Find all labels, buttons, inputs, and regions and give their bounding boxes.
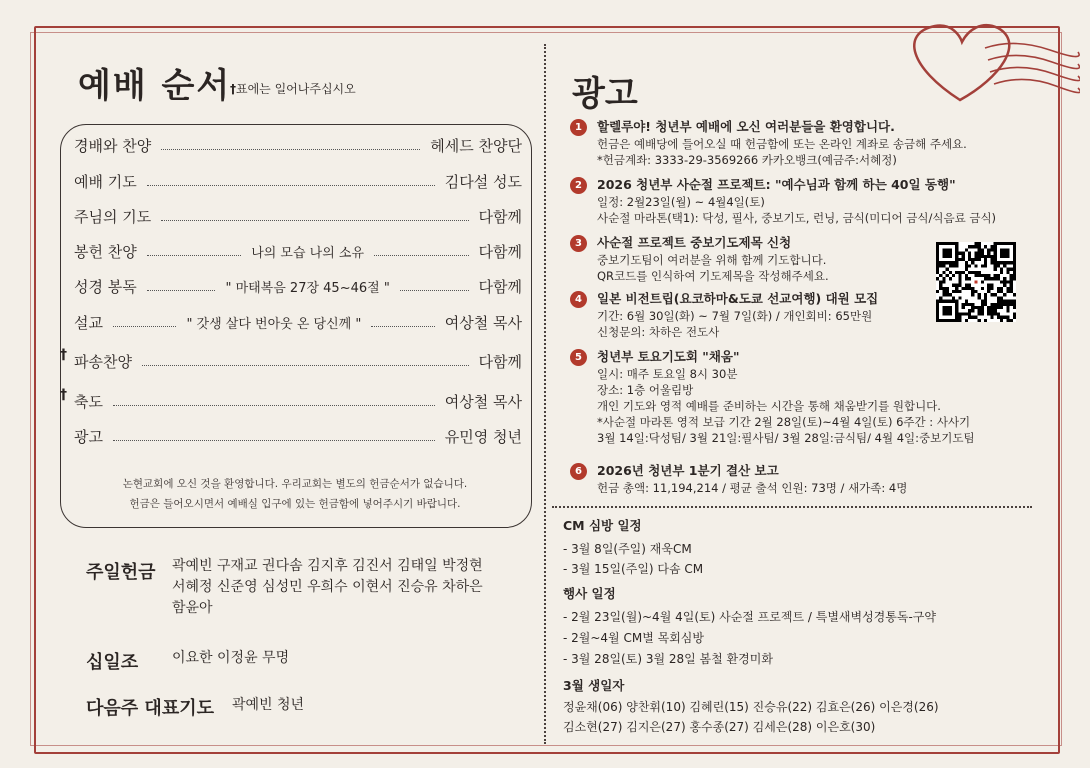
order-label: 경배와 찬양 bbox=[74, 136, 152, 155]
order-label: 축도 bbox=[74, 392, 103, 411]
announcement-item bbox=[570, 462, 1010, 496]
order-detail: 나의 모습 나의 소유 bbox=[251, 245, 365, 261]
order-leader: 여상철 목사 bbox=[444, 392, 522, 411]
number-badge: 5 bbox=[570, 349, 587, 366]
order-detail: " 마태복음 27장 45~46절 " bbox=[225, 280, 390, 296]
event-item: - 2월~4월 CM별 목회심방 bbox=[563, 631, 704, 645]
event-item: - 2월 23일(월)~4월 4일(토) 사순절 프로젝트 / 특별새벽성경통독-구약 bbox=[563, 610, 936, 624]
offering-label: 주일헌금 bbox=[86, 562, 156, 583]
next-prayer-label: 다음주 대표기도 bbox=[86, 698, 214, 719]
leader-dots bbox=[113, 440, 435, 441]
announcement-line: QR코드를 인식하여 기도제목을 작성해주세요. bbox=[597, 269, 829, 283]
qr-code-icon bbox=[936, 242, 1016, 322]
cm-visit-item: - 3월 8일(주일) 재욱CM bbox=[563, 542, 692, 556]
number-badge: 3 bbox=[570, 235, 587, 252]
announcement-line: 3월 14일:닥성팀/ 3월 21일:필사팀/ 3월 28일:금식팀/ 4월 4일:중보기도팀 bbox=[597, 431, 975, 445]
announcement-title: 할렐루야! 청년부 예배에 오신 여러분들을 환영합니다. bbox=[597, 119, 895, 134]
stand-note: †표에는 일어나주십시오 bbox=[230, 82, 356, 96]
announcement-line: 헌금은 예배당에 들어오실 때 헌금함에 또는 온라인 계좌로 송금해 주세요. bbox=[597, 137, 967, 151]
order-row bbox=[74, 424, 522, 448]
qr-code[interactable] bbox=[936, 242, 1016, 322]
worship-order-title: 예배 순서 bbox=[78, 66, 232, 106]
order-row bbox=[74, 274, 522, 298]
announcement-item bbox=[570, 348, 1010, 446]
order-label: 봉헌 찬양 bbox=[74, 242, 137, 261]
birthdays-line: 정윤채(06) 양찬휘(10) 김혜린(15) 진승유(22) 김효은(26) 이은경(26) bbox=[563, 700, 939, 714]
leader-dots bbox=[147, 290, 216, 291]
announcement-line: 일정: 2월23일(월) ~ 4월4일(토) bbox=[597, 195, 765, 209]
order-leader: 다함께 bbox=[478, 352, 522, 371]
leader-dots bbox=[400, 290, 469, 291]
leader-dots bbox=[142, 365, 469, 366]
column-divider bbox=[544, 44, 546, 744]
announcement-title: 일본 비전트립(요코하마&도쿄 선교여행) 대원 모집 bbox=[597, 291, 879, 306]
announcement-title: 2026년 청년부 1분기 결산 보고 bbox=[597, 463, 779, 478]
order-row bbox=[74, 204, 522, 228]
cm-visit-title: CM 심방 일정 bbox=[563, 518, 642, 533]
order-leader: 다함께 bbox=[478, 277, 523, 296]
cm-visit-item: - 3월 15일(주일) 다솜 CM bbox=[563, 562, 704, 576]
events-title: 행사 일정 bbox=[563, 586, 616, 601]
cross-icon: † bbox=[60, 387, 67, 403]
order-label: 광고 bbox=[74, 427, 103, 446]
announcement-title: 사순절 프로젝트 중보기도제목 신청 bbox=[597, 235, 792, 250]
announcement-line: *헌금계좌: 3333-29-3569266 카카오뱅크(예금주:서혜정) bbox=[597, 153, 897, 167]
number-badge: 4 bbox=[570, 291, 587, 308]
leader-dots bbox=[147, 255, 241, 256]
order-label: 예배 기도 bbox=[74, 172, 137, 191]
offering-note: 헌금은 들어오시면서 예배실 입구에 있는 헌금함에 넣어주시기 바랍니다. bbox=[129, 498, 461, 510]
cross-icon: † bbox=[230, 82, 236, 96]
number-badge: 6 bbox=[570, 463, 587, 480]
announcement-title: 청년부 토요기도회 "채움" bbox=[597, 349, 740, 364]
offering-names: 곽예빈 구재교 권다솜 김지후 김진서 김태일 박정현 서혜정 신준영 심성민 우희수 이현서 진승유 차하은 함윤아 bbox=[172, 558, 483, 616]
leader-dots bbox=[374, 255, 468, 256]
order-label: 성경 봉독 bbox=[74, 277, 137, 296]
welcome-note: 논현교회에 오신 것을 환영합니다. 우리교회는 별도의 헌금순서가 없습니다. bbox=[122, 478, 468, 490]
announcement-line: 중보기도팀이 여러분을 위해 함께 기도합니다. bbox=[597, 253, 827, 267]
tithe-names: 이요한 이정윤 무명 bbox=[172, 650, 290, 666]
leader-dots bbox=[161, 220, 468, 221]
order-leader: 다함께 bbox=[478, 242, 522, 261]
leader-dots bbox=[113, 326, 176, 327]
section-divider bbox=[552, 506, 1032, 508]
announcement-title: 2026 청년부 사순절 프로젝트: "예수님과 함께 하는 40일 동행" bbox=[597, 177, 956, 192]
announcement-line: 개인 기도와 영적 예배를 준비하는 시간을 통해 채움받기를 원합니다. bbox=[597, 399, 941, 413]
birthdays-title: 3월 생일자 bbox=[563, 678, 625, 693]
number-badge: 1 bbox=[570, 119, 587, 136]
leader-dots bbox=[113, 405, 435, 406]
announcement-line: 사순절 마라톤(택1): 닥성, 필사, 중보기도, 런닝, 금식(미디어 금식/식음료 금식) bbox=[597, 211, 997, 225]
announcement-line: *사순절 마라톤 영적 보급 기간 2월 28일(토)~4월 4일(토) 6주간 : 사사기 bbox=[597, 415, 971, 429]
next-prayer-name: 곽예빈 청년 bbox=[232, 697, 305, 713]
order-row bbox=[60, 387, 522, 413]
order-leader: 여상철 목사 bbox=[444, 313, 523, 332]
number-badge: 2 bbox=[570, 177, 587, 194]
order-row bbox=[74, 239, 522, 263]
birthdays-line: 김소현(27) 김지은(27) 홍수종(27) 김세은(28) 이은호(30) bbox=[563, 720, 876, 734]
announcement-line: 일시: 매주 토요일 8시 30분 bbox=[597, 367, 738, 381]
heart-postmark-icon bbox=[890, 8, 1080, 128]
order-row bbox=[74, 310, 522, 334]
announcement-item bbox=[570, 176, 1010, 226]
announcement-item bbox=[570, 118, 1010, 168]
order-row bbox=[60, 347, 522, 373]
order-row bbox=[74, 133, 522, 157]
leader-dots bbox=[371, 326, 434, 327]
leader-dots bbox=[147, 185, 435, 186]
announcement-line: 헌금 총액: 11,194,214 / 평균 출석 인원: 73명 / 새가족: 4명 bbox=[597, 481, 908, 495]
cross-icon: † bbox=[60, 347, 67, 363]
order-label: 파송찬양 bbox=[74, 352, 132, 371]
order-leader: 유민영 청년 bbox=[444, 427, 522, 446]
order-label: 주님의 기도 bbox=[74, 207, 152, 226]
event-item: - 3월 28일(토) 3월 28일 봄철 환경미화 bbox=[563, 652, 773, 666]
announcement-line: 신청문의: 차하은 전도사 bbox=[597, 325, 720, 339]
tithe-label: 십일조 bbox=[86, 652, 139, 673]
order-leader: 헤세드 찬양단 bbox=[430, 136, 522, 155]
announcement-line: 기간: 6월 30일(화) ~ 7월 7일(화) / 개인회비: 65만원 bbox=[597, 309, 873, 323]
announcement-line: 장소: 1층 어울림방 bbox=[597, 383, 694, 397]
order-row bbox=[74, 169, 522, 193]
order-label: 설교 bbox=[74, 313, 103, 332]
order-detail: " 갓생 살다 번아웃 온 당신께 " bbox=[186, 316, 362, 332]
order-leader: 다함께 bbox=[478, 207, 522, 226]
order-leader: 김다설 성도 bbox=[444, 172, 522, 191]
leader-dots bbox=[161, 149, 420, 150]
announcements-title: 광고 bbox=[572, 74, 638, 114]
